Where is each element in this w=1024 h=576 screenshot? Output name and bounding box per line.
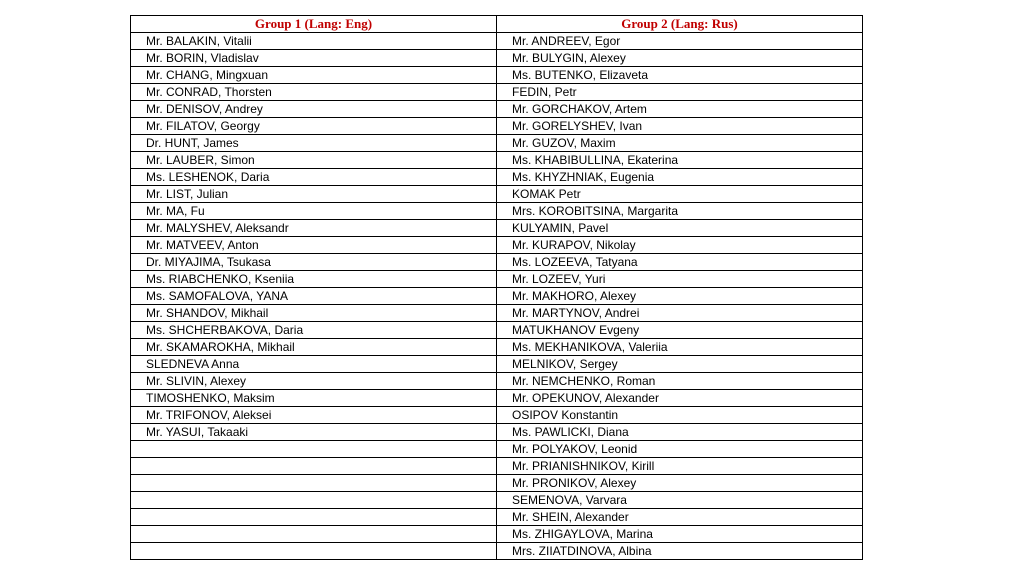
group2-member: MATUKHANOV Evgeny (497, 322, 863, 339)
group2-header: Group 2 (Lang: Rus) (497, 16, 863, 33)
table-row (131, 220, 863, 237)
group2-member: SEMENOVA, Varvara (497, 492, 863, 509)
group1-member: Ms. SAMOFALOVA, YANA (131, 288, 497, 305)
group2-member: Mr. KURAPOV, Nikolay (497, 237, 863, 254)
roster-body (131, 33, 863, 560)
header-row (131, 16, 863, 33)
table-row (131, 424, 863, 441)
group1-member: Ms. SHCHERBAKOVA, Daria (131, 322, 497, 339)
group1-member: Mr. LIST, Julian (131, 186, 497, 203)
table-row (131, 271, 863, 288)
group2-member: Ms. PAWLICKI, Diana (497, 424, 863, 441)
table-row (131, 203, 863, 220)
group1-member: Mr. MATVEEV, Anton (131, 237, 497, 254)
group2-member: Ms. ZHIGAYLOVA, Marina (497, 526, 863, 543)
group2-member: Ms. LOZEEVA, Tatyana (497, 254, 863, 271)
group2-member: Mr. GUZOV, Maxim (497, 135, 863, 152)
table-row (131, 390, 863, 407)
group1-member (131, 526, 497, 543)
group2-member: Mrs. ZIIATDINOVA, Albina (497, 543, 863, 560)
table-row (131, 186, 863, 203)
group1-member: Mr. LAUBER, Simon (131, 152, 497, 169)
table-row (131, 356, 863, 373)
table-row (131, 101, 863, 118)
group2-member: Mr. LOZEEV, Yuri (497, 271, 863, 288)
group2-member: Mr. PRIANISHNIKOV, Kirill (497, 458, 863, 475)
table-row (131, 492, 863, 509)
group2-member: Mr. NEMCHENKO, Roman (497, 373, 863, 390)
table-row (131, 84, 863, 101)
group1-header: Group 1 (Lang: Eng) (131, 16, 497, 33)
group1-member: Mr. DENISOV, Andrey (131, 101, 497, 118)
table-row (131, 458, 863, 475)
table-row (131, 152, 863, 169)
group1-member: Mr. FILATOV, Georgy (131, 118, 497, 135)
group1-member: Mr. MA, Fu (131, 203, 497, 220)
group1-member: Dr. MIYAJIMA, Tsukasa (131, 254, 497, 271)
group1-member (131, 509, 497, 526)
group1-member (131, 492, 497, 509)
table-row (131, 543, 863, 560)
table-row (131, 135, 863, 152)
group2-member: Ms. BUTENKO, Elizaveta (497, 67, 863, 84)
group1-member: Mr. BALAKIN, Vitalii (131, 33, 497, 50)
table-row (131, 305, 863, 322)
group1-member: TIMOSHENKO, Maksim (131, 390, 497, 407)
group2-member: Ms. KHABIBULLINA, Ekaterina (497, 152, 863, 169)
table-row (131, 288, 863, 305)
group2-member: Ms. MEKHANIKOVA, Valeriia (497, 339, 863, 356)
group1-member (131, 543, 497, 560)
table-row (131, 169, 863, 186)
group1-member: Mr. MALYSHEV, Aleksandr (131, 220, 497, 237)
group2-member: KOMAK Petr (497, 186, 863, 203)
group1-member: Mr. TRIFONOV, Aleksei (131, 407, 497, 424)
table-row (131, 50, 863, 67)
group1-member: Ms. LESHENOK, Daria (131, 169, 497, 186)
group2-member: OSIPOV Konstantin (497, 407, 863, 424)
table-row (131, 67, 863, 84)
group1-member (131, 475, 497, 492)
group1-member: Mr. CHANG, Mingxuan (131, 67, 497, 84)
group2-member: MELNIKOV, Sergey (497, 356, 863, 373)
table-row (131, 322, 863, 339)
group1-member: Mr. SKAMAROKHA, Mikhail (131, 339, 497, 356)
group1-member: Mr. YASUI, Takaaki (131, 424, 497, 441)
table-row (131, 509, 863, 526)
table-row (131, 373, 863, 390)
group2-member: Mr. ANDREEV, Egor (497, 33, 863, 50)
table-row (131, 441, 863, 458)
group1-member: Mr. BORIN, Vladislav (131, 50, 497, 67)
group1-member: Dr. HUNT, James (131, 135, 497, 152)
group2-member: Mr. BULYGIN, Alexey (497, 50, 863, 67)
group1-member (131, 441, 497, 458)
group1-member: Mr. CONRAD, Thorsten (131, 84, 497, 101)
group2-member: Mr. MARTYNOV, Andrei (497, 305, 863, 322)
group2-member: KULYAMIN, Pavel (497, 220, 863, 237)
group1-member: SLEDNEVA Anna (131, 356, 497, 373)
group2-member: Ms. KHYZHNIAK, Eugenia (497, 169, 863, 186)
table-row (131, 118, 863, 135)
group1-member: Ms. RIABCHENKO, Kseniia (131, 271, 497, 288)
table-row (131, 407, 863, 424)
table-row (131, 475, 863, 492)
table-row (131, 237, 863, 254)
group2-member: Mr. PRONIKOV, Alexey (497, 475, 863, 492)
table-row (131, 339, 863, 356)
group2-member: Mr. GORCHAKOV, Artem (497, 101, 863, 118)
table-row (131, 254, 863, 271)
group1-member: Mr. SHANDOV, Mikhail (131, 305, 497, 322)
table-row (131, 526, 863, 543)
group2-member: Mr. POLYAKOV, Leonid (497, 441, 863, 458)
group2-member: FEDIN, Petr (497, 84, 863, 101)
table-row (131, 33, 863, 50)
group2-member: Mrs. KOROBITSINA, Margarita (497, 203, 863, 220)
group1-member: Mr. SLIVIN, Alexey (131, 373, 497, 390)
group2-member: Mr. GORELYSHEV, Ivan (497, 118, 863, 135)
group2-member: Mr. MAKHORO, Alexey (497, 288, 863, 305)
group2-member: Mr. SHEIN, Alexander (497, 509, 863, 526)
group-roster-table (130, 15, 863, 560)
group2-member: Mr. OPEKUNOV, Alexander (497, 390, 863, 407)
group1-member (131, 458, 497, 475)
